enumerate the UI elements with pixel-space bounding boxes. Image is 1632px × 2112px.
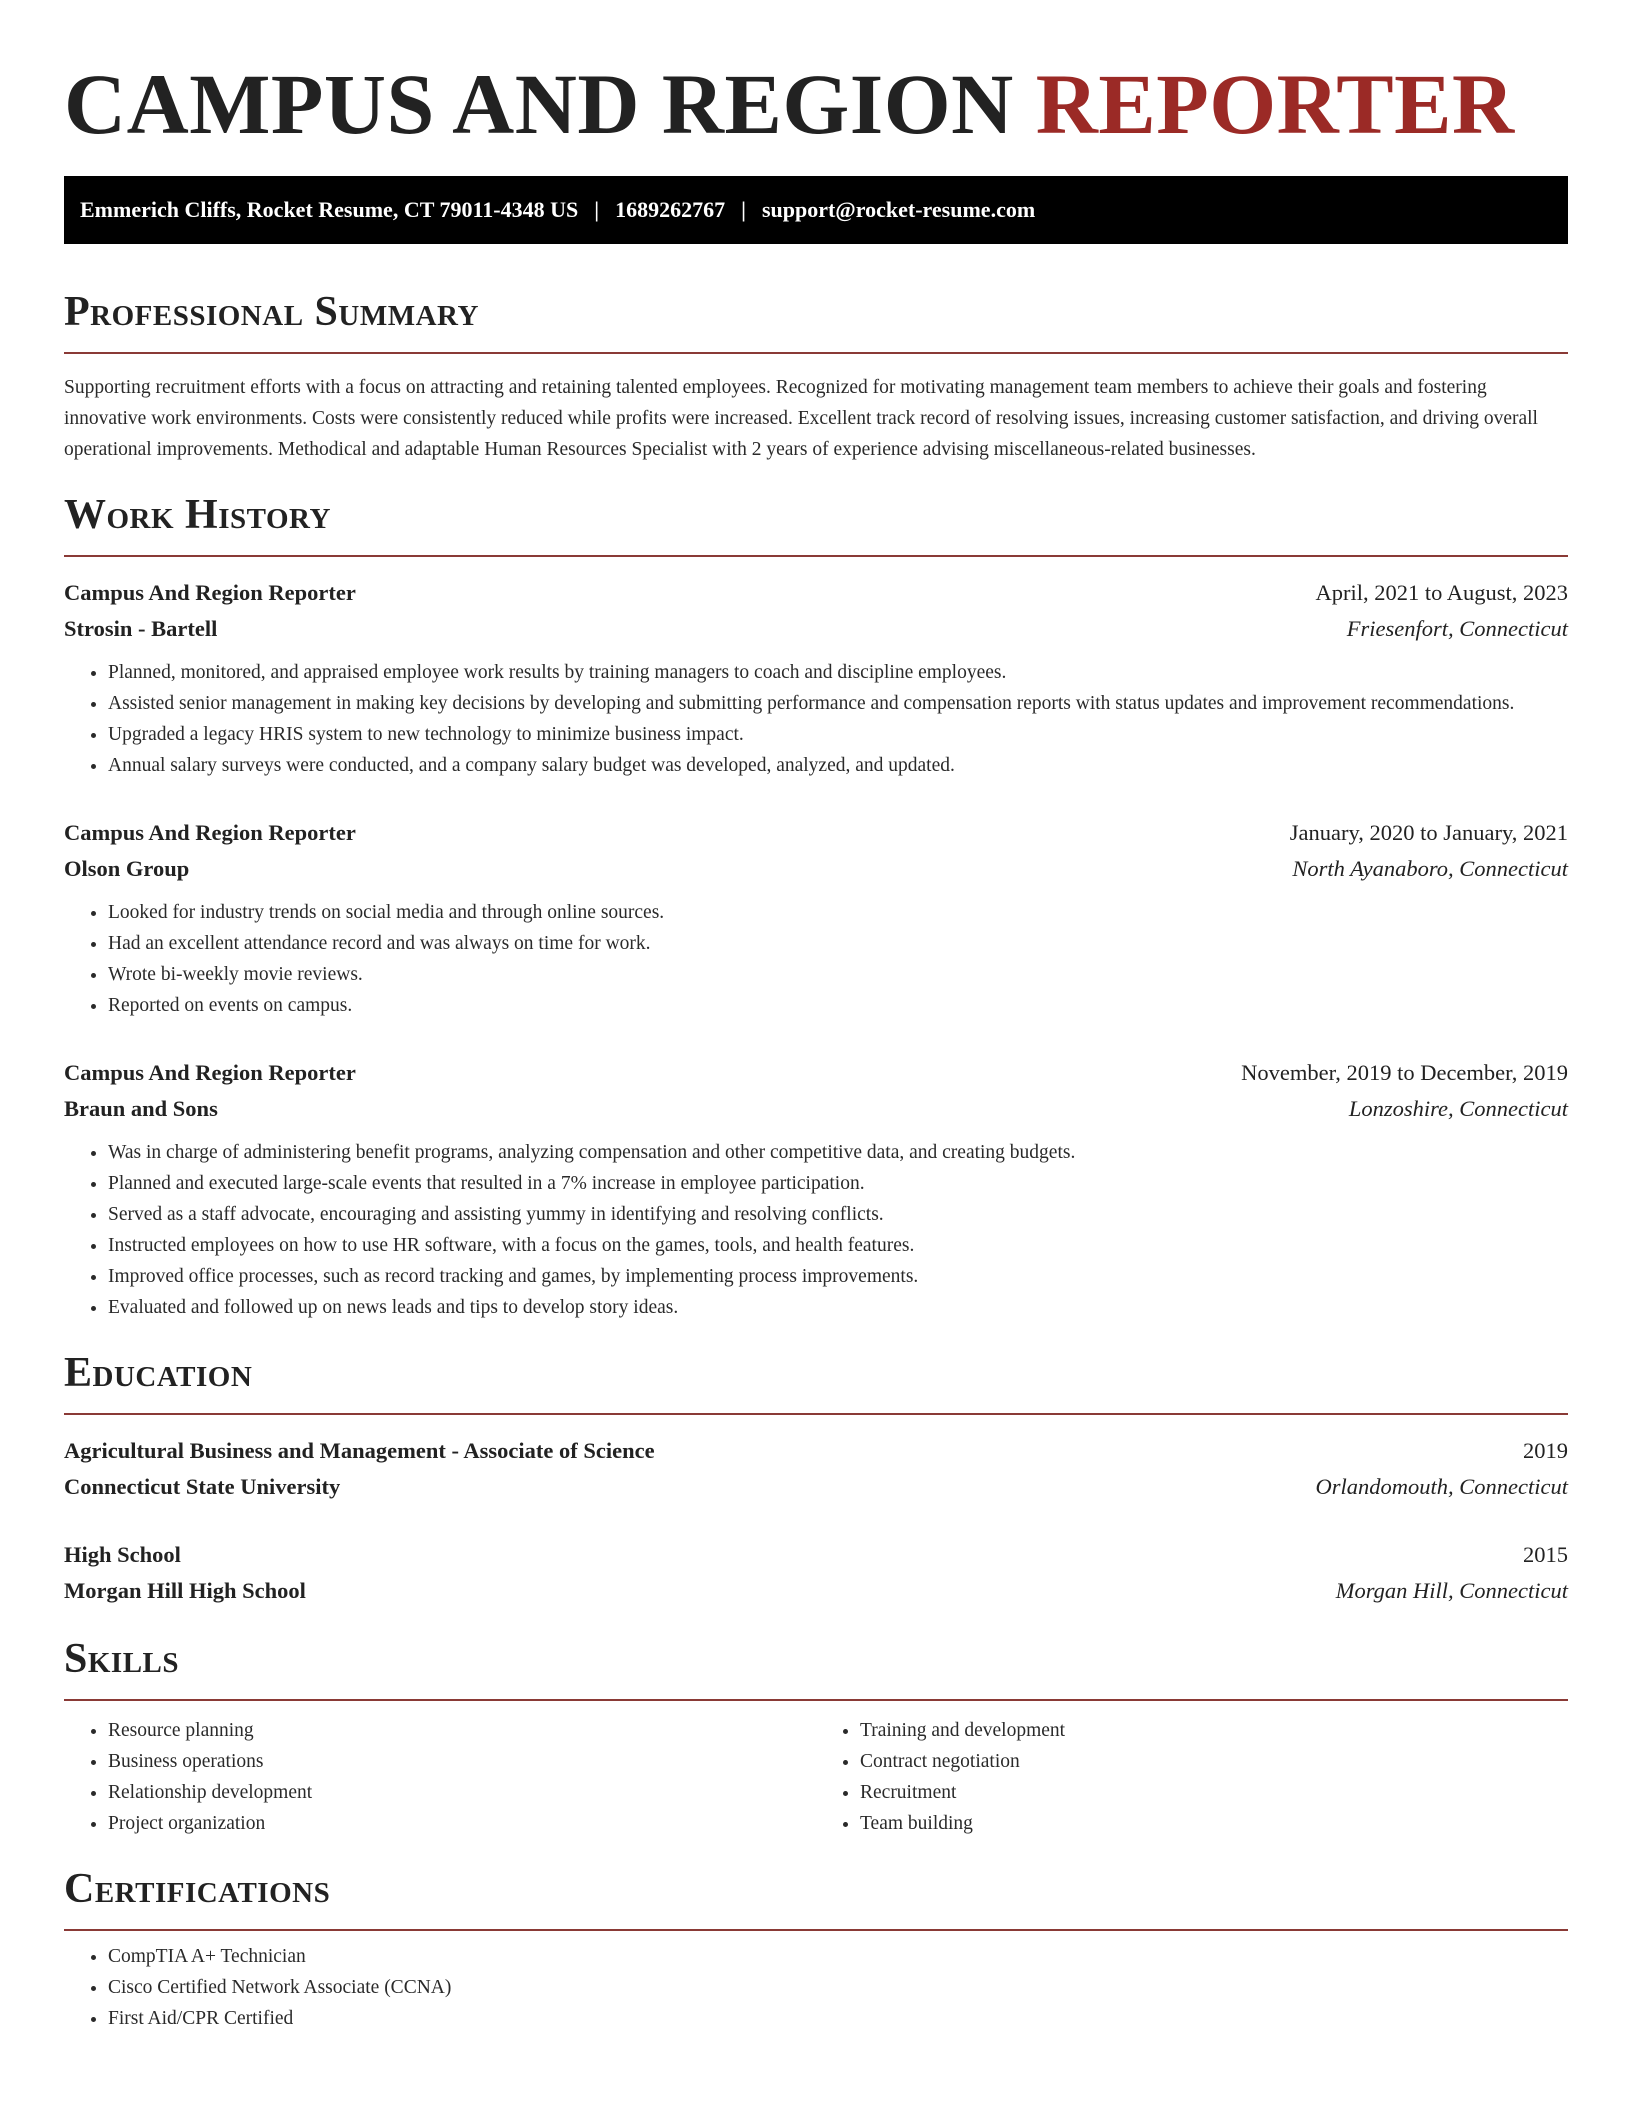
job-bullet: • Improved office processes, such as record tracking and games, by implementing process improvements. xyxy=(108,1261,1568,1292)
skill-item: • Relationship development xyxy=(108,1777,816,1808)
education-school: Connecticut State University xyxy=(64,1474,341,1499)
education-degree: Agricultural Business and Management - Associate of Science xyxy=(64,1438,655,1463)
job-bullet: • Was in charge of administering benefit programs, analyzing compensation and other competitive data, and creating budgets. xyxy=(108,1137,1568,1168)
skill-item: • Project organization xyxy=(108,1808,816,1839)
skills-columns xyxy=(64,1715,1568,1839)
education-school: Morgan Hill High School xyxy=(64,1578,306,1603)
job-location: Friesenfort, Connecticut xyxy=(1346,616,1568,641)
job-header-row xyxy=(64,815,1568,851)
job-entry xyxy=(64,1055,1568,1323)
skill-item: • Team building xyxy=(860,1808,1568,1839)
job-company-row xyxy=(64,851,1568,887)
skill-item: • Resource planning xyxy=(108,1715,816,1746)
education-school-row xyxy=(64,1573,1568,1609)
education-degree: High School xyxy=(64,1542,181,1567)
job-bullet: • Upgraded a legacy HRIS system to new technology to minimize business impact. xyxy=(108,719,1568,750)
education-year: 2019 xyxy=(1523,1438,1568,1463)
section-divider xyxy=(64,1699,1568,1701)
job-bullet: • Planned, monitored, and appraised employee work results by training managers to coach and discipline employees. xyxy=(108,657,1568,688)
job-entry xyxy=(64,815,1568,1021)
job-company-row xyxy=(64,1091,1568,1127)
certifications-heading: Certifications xyxy=(64,1866,331,1912)
job-bullet: • Assisted senior management in making key decisions by developing and submitting performance and compensation reports with status updates and improvement recommendations. xyxy=(108,688,1568,719)
job-bullet: • Annual salary surveys were conducted, and a company salary budget was developed, analyzed, and updated. xyxy=(108,750,1568,781)
job-header-row xyxy=(64,1055,1568,1091)
job-bullet: • Looked for industry trends on social media and through online sources. xyxy=(108,897,1568,928)
skills-heading: Skills xyxy=(64,1636,180,1682)
section-divider xyxy=(64,555,1568,557)
certifications-list xyxy=(64,1941,1568,2034)
education-entry xyxy=(64,1537,1568,1609)
job-entry xyxy=(64,575,1568,781)
contact-address: Emmerich Cliffs, Rocket Resume, CT 79011-4348 US xyxy=(80,197,579,222)
title-main: CAMPUS AND REGION xyxy=(64,56,1014,152)
contact-separator: | xyxy=(594,197,600,222)
job-bullet: • Served as a staff advocate, encouraging and assisting yummy in identifying and resolving conflicts. xyxy=(108,1199,1568,1230)
job-bullets xyxy=(64,897,1568,1021)
skill-item: • Recruitment xyxy=(860,1777,1568,1808)
job-company: Olson Group xyxy=(64,856,190,881)
certification-item: • First Aid/CPR Certified xyxy=(108,2003,1568,2034)
job-bullets xyxy=(64,657,1568,781)
summary-heading: Professional Summary xyxy=(64,289,479,335)
education-degree-row xyxy=(64,1433,1568,1469)
job-bullet: • Had an excellent attendance record and was always on time for work. xyxy=(108,928,1568,959)
job-bullet: • Instructed employees on how to use HR software, with a focus on the games, tools, and health features. xyxy=(108,1230,1568,1261)
job-header-row xyxy=(64,575,1568,611)
section-divider xyxy=(64,1929,1568,1931)
education-year: 2015 xyxy=(1523,1542,1568,1567)
certification-item: • Cisco Certified Network Associate (CCNA) xyxy=(108,1972,1568,2003)
job-bullet: • Planned and executed large-scale events that resulted in a 7% increase in employee participation. xyxy=(108,1168,1568,1199)
skill-item: • Business operations xyxy=(108,1746,816,1777)
contact-email[interactable]: support@rocket-resume.com xyxy=(761,197,1036,222)
job-dates: April, 2021 to August, 2023 xyxy=(1315,580,1568,605)
skill-item: • Training and development xyxy=(860,1715,1568,1746)
job-bullet: • Reported on events on campus. xyxy=(108,990,1568,1021)
job-role: Campus And Region Reporter xyxy=(64,820,356,845)
education-entry xyxy=(64,1433,1568,1505)
job-dates: January, 2020 to January, 2021 xyxy=(1289,820,1568,845)
section-divider xyxy=(64,1413,1568,1415)
title-accent: REPORTER xyxy=(1035,56,1515,152)
job-role: Campus And Region Reporter xyxy=(64,1060,356,1085)
job-company-row xyxy=(64,611,1568,647)
job-location: Lonzoshire, Connecticut xyxy=(1348,1096,1568,1121)
education-location: Morgan Hill, Connecticut xyxy=(1335,1578,1568,1603)
job-bullet: • Wrote bi-weekly movie reviews. xyxy=(108,959,1568,990)
job-dates: November, 2019 to December, 2019 xyxy=(1241,1060,1568,1085)
education-school-row xyxy=(64,1469,1568,1505)
job-bullets xyxy=(64,1137,1568,1323)
job-location: North Ayanaboro, Connecticut xyxy=(1292,856,1568,881)
work-history-heading: Work History xyxy=(64,492,331,538)
job-role: Campus And Region Reporter xyxy=(64,580,356,605)
skills-list-left xyxy=(64,1715,816,1839)
education-location: Orlandomouth, Connecticut xyxy=(1315,1474,1568,1499)
contact-bar xyxy=(64,176,1568,244)
education-degree-row xyxy=(64,1537,1568,1573)
section-divider xyxy=(64,352,1568,354)
certification-item: • CompTIA A+ Technician xyxy=(108,1941,1568,1972)
resume-title xyxy=(64,56,1568,152)
job-company: Strosin - Bartell xyxy=(64,616,218,641)
summary-text: Supporting recruitment efforts with a focus on attracting and retaining talented employees. Recognized for motivating management team members to achieve their goals and fostering innovative work environments. Costs were consistently reduced while profits were increased. Excellent track record of resolving issues, increasing customer satisfaction, and driving overall operational improvements. Methodical and adaptable Human Resources Specialist with 2 years of experience advising miscellaneous-related businesses. xyxy=(64,377,1538,460)
contact-separator: | xyxy=(741,197,746,222)
job-bullet: • Evaluated and followed up on news leads and tips to develop story ideas. xyxy=(108,1292,1568,1323)
skill-item: • Contract negotiation xyxy=(860,1746,1568,1777)
skills-list-right xyxy=(816,1715,1568,1839)
education-heading: Education xyxy=(64,1350,253,1396)
job-company: Braun and Sons xyxy=(64,1096,218,1121)
contact-phone: 1689262767 xyxy=(615,197,726,222)
